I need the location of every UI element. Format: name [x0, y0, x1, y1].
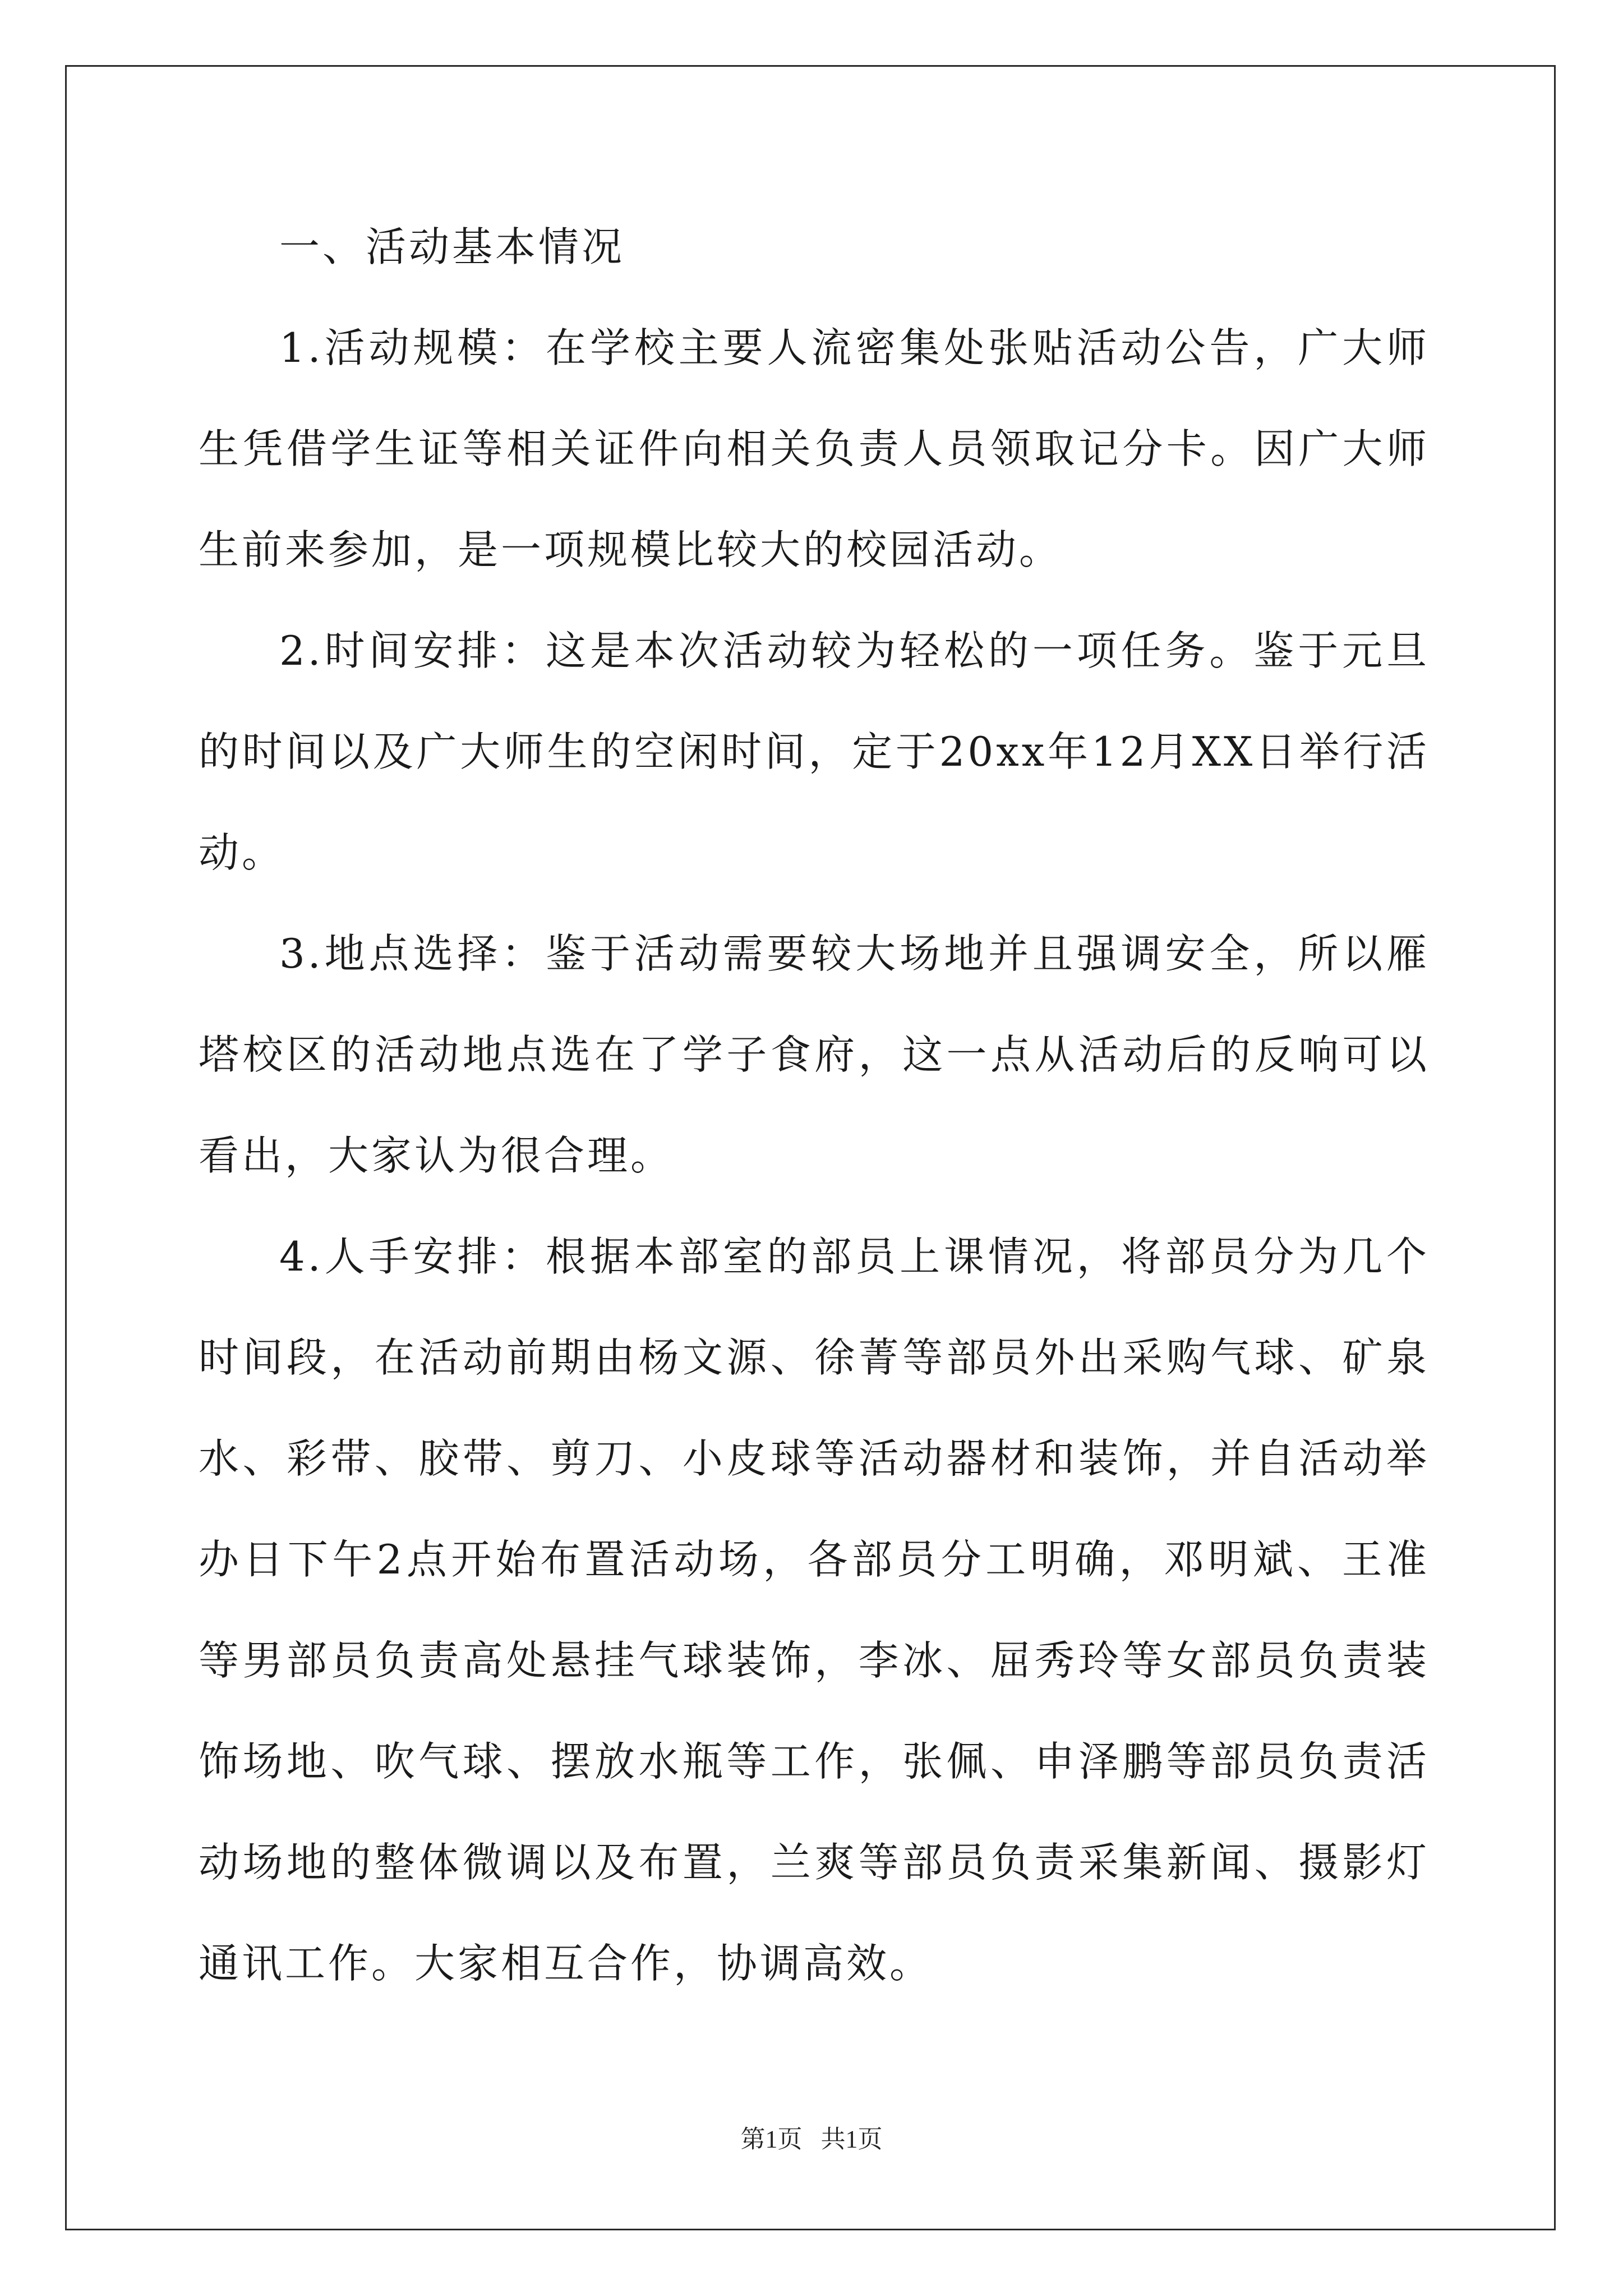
- page-total: 共1页: [820, 2125, 883, 2153]
- document-body: [199, 196, 1430, 2014]
- page-footer: [0, 2123, 1623, 2156]
- page-number: 第1页: [740, 2125, 803, 2153]
- paragraph-scale: 1.活动规模：在学校主要人流密集处张贴活动公告，广大师生凭借学生证等相关证件向相关负责人员领取记分卡。因广大师生前来参加，是一项规模比较大的校园活动。: [199, 324, 1430, 573]
- paragraph-location: 3.地点选择：鉴于活动需要较大场地并且强调安全，所以雁塔校区的活动地点选在了学子食府，这一点从活动后的反响可以看出，大家认为很合理。: [199, 930, 1430, 1179]
- section-heading: 一、活动基本情况: [279, 223, 625, 270]
- paragraph-staffing: 4.人手安排：根据本部室的部员上课情况，将部员分为几个时间段，在活动前期由杨文源、徐菁等部员外出采购气球、矿泉水、彩带、胶带、剪刀、小皮球等活动器材和装饰，并自活动举办日下午2点开始布置活动场，各部员分工明确，邓明斌、王准等男部员负责高处悬挂气球装饰，李冰、屈秀玲等女部员负责装饰场地、吹气球、摆放水瓶等工作，张佩、申泽鹏等部员负责活动场地的整体微调以及布置，兰爽等部员负责采集新闻、摄影灯通讯工作。大家相互合作，协调高效。: [199, 1233, 1430, 1987]
- paragraph-schedule: 2.时间安排：这是本次活动较为轻松的一项任务。鉴于元旦的时间以及广大师生的空闲时间，定于20xx年12月XX日举行活动。: [199, 627, 1430, 876]
